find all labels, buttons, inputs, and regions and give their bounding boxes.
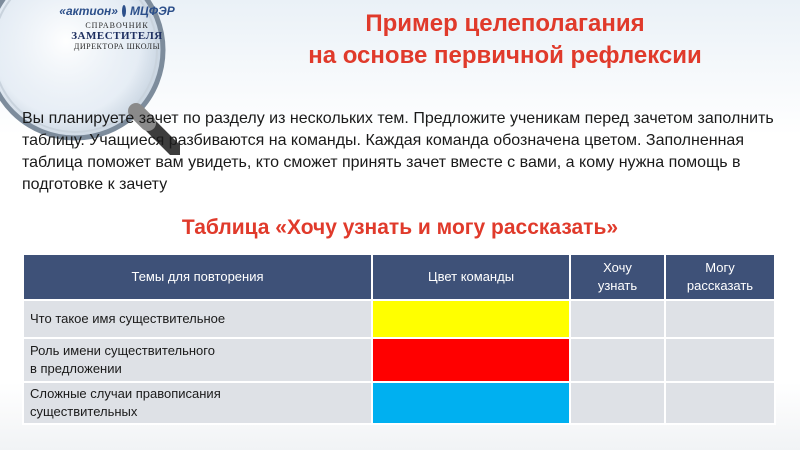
logo-line-3: ДИРЕКТОРА ШКОЛЫ [73,42,161,51]
intro-text: Вы планируете зачет по разделу из нескольких тем. Предложите ученикам перед зачетом заполнить таблицу. Учащиеся разбиваются на команды. Каждая команда обозначена цветом. Заполненная таблица поможет вам увидеть, кто сможет принять зачет вместе с вами, а кому нужна помощь в подготовке к зачету [22,110,774,193]
topic-line-1: Роль имени существительного [30,343,215,358]
header-can-line-1: Могу [705,260,735,275]
can-tell-cell[interactable] [665,382,775,424]
table-title: Таблица «Хочу узнать и могу рассказать» [181,216,619,239]
header-can-tell [665,254,775,300]
topic-line-1: Сложные случаи правописания [30,386,221,401]
header-topics: Темы для повторения [23,254,372,300]
table-header-row [23,254,775,300]
topic-cell [23,338,372,382]
table-row [23,300,775,338]
topic-line-2: в предложении [30,361,122,376]
team-color-swatch-yellow [372,300,570,338]
team-color-swatch-blue [372,382,570,424]
want-to-know-cell[interactable] [570,338,665,382]
topic-cell [23,382,372,424]
mcfer-logo-icon [122,5,126,17]
slide-title-line-2: на основе первичной рефлексии [308,42,702,69]
slide-title-line-1: Пример целеполагания [365,10,645,37]
reflection-table-wrapper [22,253,774,425]
header-want-line-1: Хочу [603,260,632,275]
topic-cell [23,300,372,338]
table-row [23,382,775,424]
slide-title [215,8,795,72]
want-to-know-cell[interactable] [570,300,665,338]
logo-line-2: ЗАМЕСТИТЕЛЯ [71,30,163,42]
header-want-line-2: узнать [597,278,638,293]
reflection-table [22,253,776,425]
table-row [23,338,775,382]
topic-line-1: Что такое имя существительное [30,311,226,326]
can-tell-cell[interactable] [665,338,775,382]
header-want-to-know [570,254,665,300]
topic-line-2: существительных [30,404,138,419]
logo [59,4,175,51]
header-team-color: Цвет команды [372,254,570,300]
header-can-line-2: рассказать [686,278,754,293]
logo-line-1: СПРАВОЧНИК [85,21,149,30]
can-tell-cell[interactable] [665,300,775,338]
want-to-know-cell[interactable] [570,382,665,424]
logo-brand-aktion: «актион» [59,4,118,18]
team-color-swatch-red [372,338,570,382]
logo-brand-mcfer: МЦФЭР [129,4,175,18]
